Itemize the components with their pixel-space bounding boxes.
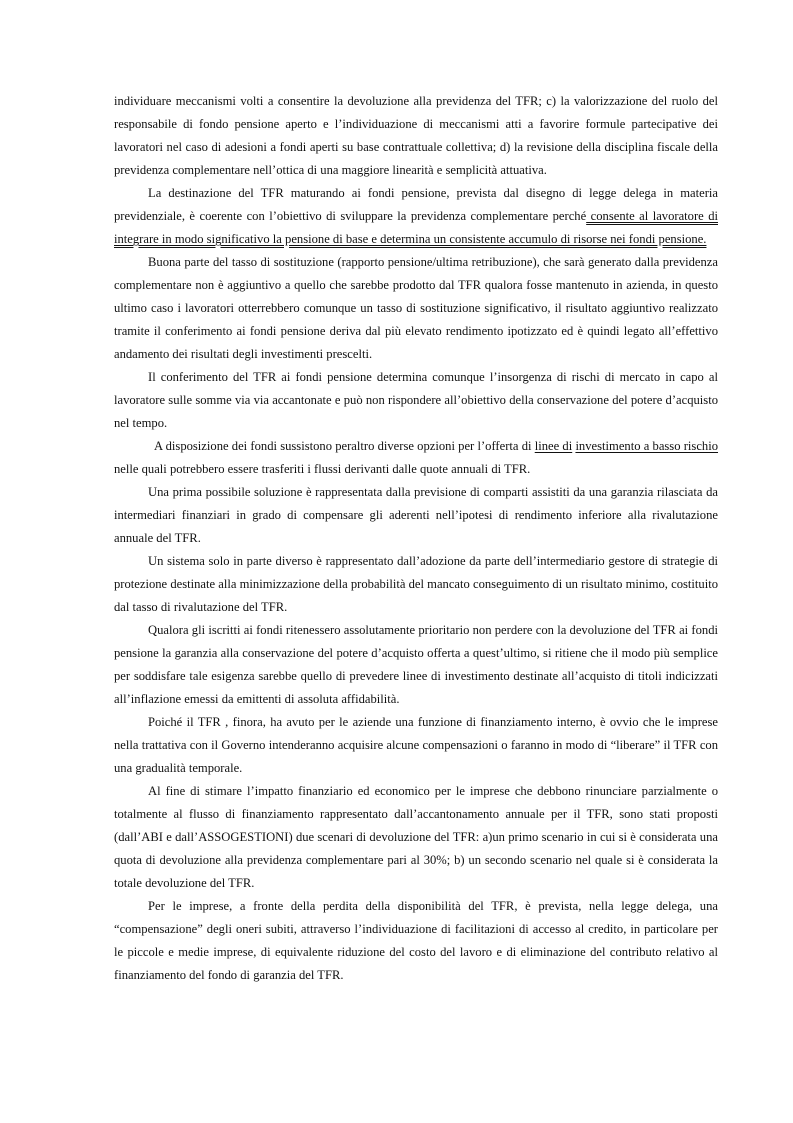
paragraph-text: La destinazione del TFR maturando ai fondi pensione, prevista dal disegno di legge delega in materia previdenziale, è coerente con l’obiettivo di sviluppare la previdenza complementare perché	[114, 186, 718, 223]
paragraph-text: Una prima possibile soluzione è rappresentata dalla previsione di comparti assistiti da una garanzia rilasciata da intermediari finanziari in grado di compensare gli aderenti nell’ipotesi di rendimento inferiore alla rivalutazione annuale del TFR.	[114, 485, 718, 545]
paragraph-text: Al fine di stimare l’impatto finanziario ed economico per le imprese che debbono rinunciare parzialmente o totalmente al flusso di finanziamento rappresentato dall’accantonamento annuale per il TFR, sono stati proposti (dall’ABI e dall’ASSOGESTIONI) due scenari di devoluzione del TFR: a)un primo scenario in cui si è considerata una quota di devoluzione alla previdenza complementare pari al 30%; b) un secondo scenario nel quale si è considerata la totale devoluzione del TFR.	[114, 784, 718, 890]
paragraph-text: Poiché il TFR , finora, ha avuto per le aziende una funzione di finanziamento interno, è ovvio che le imprese nella trattativa con il Governo intenderanno acquisire alcune compensazioni o faranno in modo di “liberare” il TFR con una gradualità temporale.	[114, 715, 718, 775]
paragraph-7	[114, 550, 718, 619]
paragraph-text: Per le imprese, a fronte della perdita della disponibilità del TFR, è prevista, nella legge delega, una “compensazione” degli oneri subiti, attraverso l’individuazione di facilitazioni di accesso al credito, in particolare per le piccole e medie imprese, di equivalente riduzione del costo del lavoro e di eliminazione del contributo relativo al finanziamento del fondo di garanzia del TFR.	[114, 899, 718, 982]
underlined-text: consente al lavoratore di integrare in modo significativo la pensione di base e determina un consistente accumulo di risorse nei fondi pensione.	[114, 209, 718, 246]
paragraph-11	[114, 895, 718, 987]
paragraph-text: nelle quali potrebbero essere trasferiti i flussi derivanti dalle quote annuali di TFR.	[114, 462, 531, 476]
underlined-text: linee di	[534, 439, 573, 453]
paragraph-10	[114, 780, 718, 895]
paragraph-6	[114, 481, 718, 550]
paragraph-text: Qualora gli iscritti ai fondi ritenessero assolutamente prioritario non perdere con la devoluzione del TFR ai fondi pensione la garanzia alla conservazione del potere d’acquisto offerta a quest’ultimo, si ritiene che il modo più semplice per soddisfare tale esigenza sarebbe quello di prevedere linee di investimento destinate all’acquisto di titoli indicizzati all’inflazione emessi da emittenti di assoluta affidabilità.	[114, 623, 718, 706]
paragraph-text: A disposizione dei fondi sussistono peraltro diverse opzioni per l’offerta di	[154, 439, 535, 453]
paragraph-1	[114, 90, 718, 182]
paragraph-8	[114, 619, 718, 711]
paragraph-text: individuare meccanismi volti a consentire la devoluzione alla previdenza del TFR; c) la valorizzazione del ruolo del responsabile di fondo pensione aperto e l’individuazione di meccanismi atti a favorire formule partecipative dei lavoratori nel caso di adesioni a fondi aperti su base contrattuale collettiva; d) la revisione della disciplina fiscale della previdenza complementare nell’ottica di una maggiore linearità e semplicità attuativa.	[114, 94, 718, 177]
document-page	[114, 90, 718, 987]
paragraph-text: Il conferimento del TFR ai fondi pensione determina comunque l’insorgenza di rischi di mercato in capo al lavoratore sulle somme via via accantonate e può non rispondere all’obiettivo della conservazione del potere d’acquisto nel tempo.	[114, 370, 718, 430]
paragraph-text: Un sistema solo in parte diverso è rappresentato dall’adozione da parte dell’intermediario gestore di strategie di protezione destinate alla minimizzazione della probabilità del mancato conseguimento di un risultato minimo, costituito dal tasso di rivalutazione del TFR.	[114, 554, 718, 614]
paragraph-text: Buona parte del tasso di sostituzione (rapporto pensione/ultima retribuzione), che sarà generato dalla previdenza complementare non è aggiuntivo a quello che sarebbe prodotto dal TFR qualora fosse mantenuto in azienda, in questo ultimo caso i lavoratori otterrebbero comunque un tasso di sostituzione significativo, il risultato aggiuntivo realizzato tramite il conferimento ai fondi pensione deriva dal più elevato rendimento ipotizzato ed è quindi legato all’effettivo andamento dei risultati degli investimenti prescelti.	[114, 255, 718, 361]
underlined-text: investimento a basso rischio	[575, 439, 719, 453]
paragraph-9	[114, 711, 718, 780]
paragraph-3	[114, 251, 718, 366]
paragraph-4	[114, 366, 718, 435]
paragraph-2	[114, 182, 718, 251]
paragraph-5	[114, 435, 718, 481]
